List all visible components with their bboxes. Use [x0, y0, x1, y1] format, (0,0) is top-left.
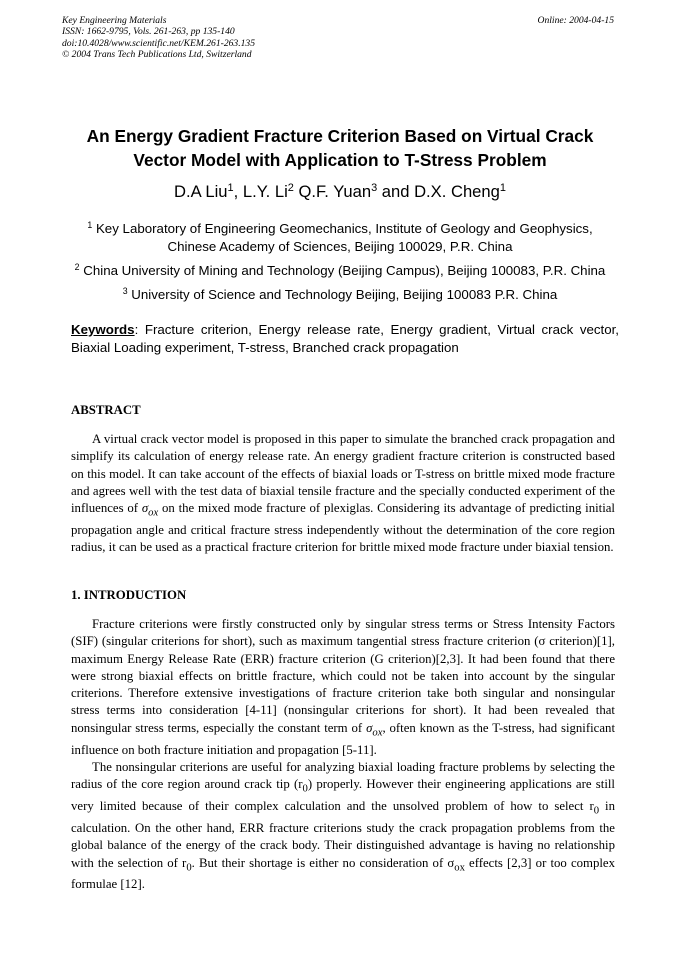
subscript: ox: [372, 727, 383, 739]
sigma-symbol: σ: [141, 501, 149, 516]
abstract-paragraph: [71, 431, 615, 557]
author-list: [62, 181, 618, 203]
author-name: D.X. Cheng: [414, 182, 500, 201]
author-affiliation-mark: 3: [371, 181, 378, 194]
keywords: [71, 321, 619, 357]
intro-text: effects [2,3] or too complex formulae [12].: [71, 855, 616, 892]
affiliation-2: [62, 262, 618, 280]
abstract-text: A virtual crack vector model is proposed in this paper to simulate the branched crack propagation and simplify its calculation of energy release rate. An energy gradient fracture criterion is constructed based on this model. It can take account of the effects of biaxial loads or T-stress on brittle mixed mode fracture and agrees well with the test data of biaxial tensile fracture and the specially conducted experiment of the influences of: [71, 432, 615, 516]
author-affiliation-mark: 1: [499, 181, 506, 194]
author: [414, 182, 506, 201]
subscript: 0: [186, 862, 192, 874]
abstract-heading: ABSTRACT: [71, 403, 141, 417]
subscript: 0: [302, 783, 308, 795]
author: [298, 182, 377, 201]
sigma-symbol: σ: [366, 720, 373, 735]
subscript: ox: [454, 862, 465, 874]
author-name: D.A Liu: [174, 182, 228, 201]
intro-text: , often known as the T-stress, had significant influence on both fracture initiation and propagation [5-11].: [71, 720, 615, 757]
author-separator: ,: [233, 182, 243, 201]
affiliation-text: Key Laboratory of Engineering Geomechanics, Institute of Geology and Geophysics,: [95, 221, 593, 236]
intro-paragraph-1: [71, 616, 615, 759]
affiliation-mark: 1: [87, 220, 93, 231]
author-name: L.Y. Li: [242, 182, 288, 201]
issn-line: ISSN: 1662-9795, Vols. 261-263, pp 135-140: [62, 26, 235, 38]
affiliation-mark: 2: [74, 262, 80, 273]
intro-text: . But their shortage is either no consideration of σ: [191, 855, 455, 870]
journal-header: [62, 15, 482, 60]
intro-text: ) properly. However their engineering applications are still very limited because of their complex calculation and the unsolved problem of how to select r: [71, 777, 615, 814]
online-date: [480, 15, 614, 26]
intro-text: The nonsingular criterions are useful for analyzing biaxial loading fracture problems by selecting the radius of the core region around crack tip (r: [71, 759, 615, 792]
abstract-body: [71, 431, 615, 557]
title-line-1: An Energy Gradient Fracture Criterion Based on Virtual Crack: [86, 126, 594, 146]
author-affiliation-mark: 1: [227, 181, 234, 194]
subscript: 0: [593, 805, 600, 817]
keywords-text: : Fracture criterion, Energy release rate, Energy gradient, Virtual crack vector, Biaxial Loading experiment, T-stress, Branched crack propagation: [71, 322, 619, 355]
keywords-label: Keywords: [71, 322, 135, 337]
paper-title: [62, 124, 618, 172]
copyright-line: © 2004 Trans Tech Publications Ltd, Switzerland: [62, 48, 252, 60]
online-date-text: Online: 2004-04-15: [537, 15, 614, 26]
intro-text: in calculation. On the other hand, ERR fracture criterions study the crack propagation problems from the global balance of the energy of the crack body. Their distinguished advantage is having no relationship with the selection of r: [71, 799, 616, 870]
introduction-heading: 1. INTRODUCTION: [71, 588, 187, 602]
author-affiliation-mark: 2: [287, 181, 294, 194]
author-name: Q.F. Yuan: [298, 182, 372, 201]
intro-paragraph-2: [71, 759, 615, 894]
affiliation-3: [62, 286, 618, 304]
affiliation-mark: 3: [122, 286, 128, 297]
author: [243, 182, 294, 201]
affiliation-text: China University of Mining and Technology (Beijing Campus), Beijing 100083, P.R. China: [83, 263, 606, 278]
doi-line: doi:10.4028/www.scientific.net/KEM.261-263.135: [62, 37, 256, 49]
journal-name: Key Engineering Materials: [62, 15, 167, 26]
subscript: ox: [148, 507, 159, 519]
author-separator: and: [377, 182, 415, 201]
author: [174, 182, 234, 201]
affiliation-text: University of Science and Technology Beijing, Beijing 100083 P.R. China: [131, 287, 558, 302]
affiliation-text-line-2: Chinese Academy of Sciences, Beijing 100029, P.R. China: [167, 238, 513, 254]
introduction-body: [71, 616, 615, 894]
title-line-2: Vector Model with Application to T-Stress Problem: [133, 150, 547, 170]
abstract-text: on the mixed mode fracture of plexiglas. Considering its advantage of predicting initial propagation angle and critical fracture stress independently without the determination of the core region radius, it can be used as a practical fracture criterion for brittle mixed mode fracture under biaxial tension.: [71, 501, 615, 555]
affiliation-1: [62, 220, 618, 255]
intro-text: Fracture criterions were firstly constructed only by singular stress terms or Stress Intensity Factors (SIF) (singular criterions for short), such as maximum tangential stress fracture criterion (σ criterion)[1], maximum Energy Release Rate (ERR) fracture criterion (G criterion)[2,3]. It had been found that there were strong biaxial effects on brittle fracture, which could not be taken into account by the singular criterions. Therefore extensive investigations of fracture criterion take both singular and nonsingular stress terms into consideration [4-11] (nonsingular criterions for short). It had been revealed that nonsingular stress terms, especially the constant term of: [71, 617, 615, 735]
